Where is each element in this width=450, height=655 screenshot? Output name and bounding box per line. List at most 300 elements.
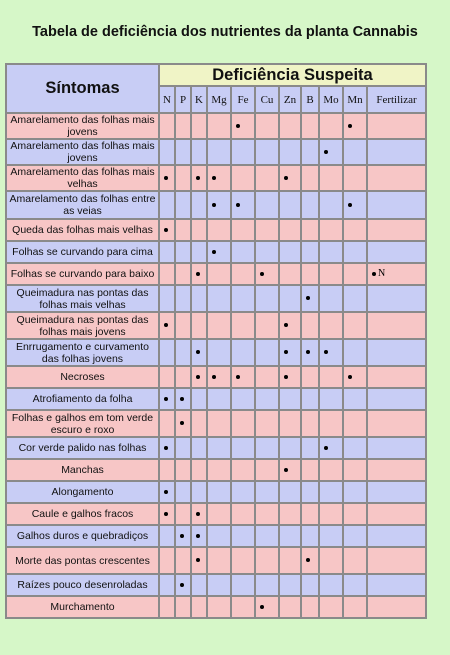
cell-mg [208, 526, 230, 546]
symptom-cell: Amarelamento das folhas mais velhas [7, 166, 158, 190]
cell-b [302, 482, 318, 502]
cell-zn [280, 242, 300, 262]
cell-mn [344, 264, 366, 284]
mark-dot [196, 558, 200, 562]
cell-k [192, 504, 206, 524]
cell-mo [320, 482, 342, 502]
cell-cu [256, 264, 278, 284]
cell-mn [344, 286, 366, 311]
cell-cu [256, 313, 278, 338]
cell-k [192, 114, 206, 138]
cell-b [302, 438, 318, 458]
cell-mn [344, 504, 366, 524]
cell-zn [280, 526, 300, 546]
cell-mo [320, 575, 342, 595]
symptom-cell: Amarelamento das folhas entre as veias [7, 192, 158, 218]
cell-fe [232, 575, 254, 595]
cell-mo [320, 286, 342, 311]
cell-mg [208, 411, 230, 436]
cell-fe [232, 438, 254, 458]
cell-fertilizar [368, 367, 425, 387]
cell-k [192, 313, 206, 338]
cell-p [176, 411, 190, 436]
mark-dot [284, 375, 288, 379]
cell-fe [232, 220, 254, 240]
mark-dot [196, 350, 200, 354]
cell-k [192, 220, 206, 240]
cell-mo [320, 220, 342, 240]
cell-n [160, 140, 174, 164]
cell-mg [208, 114, 230, 138]
table-row [7, 548, 425, 573]
cell-fertilizar [368, 526, 425, 546]
nutrient-header-b: B [302, 87, 318, 112]
cell-mn [344, 389, 366, 409]
symptom-cell: Amarelamento das folhas mais jovens [7, 140, 158, 164]
mark-dot [306, 296, 310, 300]
table-body [7, 114, 425, 617]
cell-mn [344, 166, 366, 190]
mark-dot [306, 558, 310, 562]
nutrient-header-fertilizar: Fertilizar [368, 87, 425, 112]
mark-dot [164, 446, 168, 450]
cell-b [302, 192, 318, 218]
cell-zn [280, 367, 300, 387]
cell-cu [256, 192, 278, 218]
table-row [7, 597, 425, 617]
cell-fe [232, 140, 254, 164]
cell-fe [232, 504, 254, 524]
cell-p [176, 575, 190, 595]
cell-mg [208, 575, 230, 595]
cell-b [302, 575, 318, 595]
cell-p [176, 140, 190, 164]
mark-dot [324, 446, 328, 450]
cell-fertilizar [368, 313, 425, 338]
cell-cu [256, 411, 278, 436]
cell-p [176, 166, 190, 190]
cell-b [302, 114, 318, 138]
table-row [7, 504, 425, 524]
symptoms-header: Síntomas [7, 65, 158, 112]
cell-fe [232, 482, 254, 502]
cell-fertilizar [368, 192, 425, 218]
mark-dot [164, 512, 168, 516]
cell-k [192, 526, 206, 546]
cell-mn [344, 438, 366, 458]
cell-b [302, 411, 318, 436]
symptom-cell: Folhas se curvando para cima [7, 242, 158, 262]
cell-zn [280, 286, 300, 311]
cell-cu [256, 597, 278, 617]
cell-mg [208, 548, 230, 573]
cell-b [302, 389, 318, 409]
cell-cu [256, 286, 278, 311]
mark-dot [164, 490, 168, 494]
nutrient-header-mn: Mn [344, 87, 366, 112]
mark-dot [212, 250, 216, 254]
cell-mg [208, 597, 230, 617]
symptom-cell: Atrofiamento da folha [7, 389, 158, 409]
cell-k [192, 597, 206, 617]
symptom-cell: Folhas se curvando para baixo [7, 264, 158, 284]
nutrient-header-fe: Fe [232, 87, 254, 112]
cell-fertilizar [368, 389, 425, 409]
cell-mn [344, 242, 366, 262]
cell-mg [208, 340, 230, 365]
cell-b [302, 504, 318, 524]
cell-zn [280, 504, 300, 524]
deficiency-header: Deficiência Suspeita [160, 65, 425, 85]
cell-zn [280, 389, 300, 409]
nutrient-header-mo: Mo [320, 87, 342, 112]
table-row [7, 140, 425, 164]
cell-zn [280, 313, 300, 338]
cell-n [160, 367, 174, 387]
mark-dot [236, 375, 240, 379]
nutrient-header-p: P [176, 87, 190, 112]
symptom-cell: Galhos duros e quebradiços [7, 526, 158, 546]
cell-p [176, 286, 190, 311]
cell-mg [208, 438, 230, 458]
cell-k [192, 340, 206, 365]
cell-mg [208, 504, 230, 524]
mark-dot [212, 203, 216, 207]
cell-p [176, 438, 190, 458]
cell-n [160, 460, 174, 480]
mark-dot [196, 512, 200, 516]
symptom-cell: Amarelamento das folhas mais jovens [7, 114, 158, 138]
cell-fe [232, 313, 254, 338]
table-row [7, 264, 425, 284]
cell-b [302, 220, 318, 240]
cell-k [192, 367, 206, 387]
cell-mn [344, 140, 366, 164]
cell-fertilizar [368, 242, 425, 262]
symptom-cell: Queda das folhas mais velhas [7, 220, 158, 240]
nutrient-header-zn: Zn [280, 87, 300, 112]
cell-cu [256, 114, 278, 138]
mark-dot [348, 203, 352, 207]
cell-p [176, 340, 190, 365]
mark-dot [348, 124, 352, 128]
cell-zn [280, 192, 300, 218]
nutrient-header-k: K [192, 87, 206, 112]
cell-mn [344, 460, 366, 480]
cell-fe [232, 114, 254, 138]
table-row [7, 192, 425, 218]
mark-dot [180, 421, 184, 425]
deficiency-table [5, 63, 427, 619]
nutrient-header-mg: Mg [208, 87, 230, 112]
cell-zn [280, 548, 300, 573]
table-row [7, 242, 425, 262]
mark-dot [164, 176, 168, 180]
mark-dot [212, 176, 216, 180]
cell-p [176, 389, 190, 409]
symptom-cell: Cor verde palido nas folhas [7, 438, 158, 458]
cell-zn [280, 140, 300, 164]
cell-mg [208, 140, 230, 164]
cell-p [176, 482, 190, 502]
cell-p [176, 548, 190, 573]
cell-fertilizar [368, 220, 425, 240]
mark-dot [236, 124, 240, 128]
cell-fe [232, 460, 254, 480]
cell-n [160, 482, 174, 502]
cell-fe [232, 367, 254, 387]
symptom-cell: Caule e galhos fracos [7, 504, 158, 524]
cell-mn [344, 340, 366, 365]
cell-mg [208, 220, 230, 240]
cell-fertilizar [368, 166, 425, 190]
symptom-cell: Morte das pontas crescentes [7, 548, 158, 573]
page-title: Tabela de deficiência dos nutrientes da planta Cannabis [32, 24, 418, 40]
cell-mn [344, 597, 366, 617]
cell-mg [208, 482, 230, 502]
cell-b [302, 340, 318, 365]
cell-n [160, 411, 174, 436]
cell-fe [232, 166, 254, 190]
cell-b [302, 286, 318, 311]
cell-mg [208, 460, 230, 480]
cell-n [160, 242, 174, 262]
symptom-cell: Alongamento [7, 482, 158, 502]
cell-mo [320, 340, 342, 365]
cell-cu [256, 460, 278, 480]
symptom-cell: Queimadura nas pontas das folhas mais velhas [7, 286, 158, 311]
cell-p [176, 367, 190, 387]
cell-fertilizar [368, 548, 425, 573]
cell-mo [320, 504, 342, 524]
cell-fertilizar [368, 140, 425, 164]
cell-mg [208, 367, 230, 387]
table-row [7, 575, 425, 595]
cell-mn [344, 548, 366, 573]
cell-n [160, 313, 174, 338]
cell-zn [280, 114, 300, 138]
cell-p [176, 597, 190, 617]
mark-dot [212, 375, 216, 379]
cell-p [176, 242, 190, 262]
table-row [7, 340, 425, 365]
cell-cu [256, 166, 278, 190]
cell-n [160, 526, 174, 546]
cell-k [192, 264, 206, 284]
cell-fe [232, 242, 254, 262]
cell-n [160, 192, 174, 218]
cell-p [176, 313, 190, 338]
cell-mo [320, 166, 342, 190]
cell-k [192, 286, 206, 311]
cell-fe [232, 526, 254, 546]
fertilizer-note: N [378, 268, 386, 280]
mark-dot [284, 176, 288, 180]
cell-cu [256, 482, 278, 502]
cell-mn [344, 220, 366, 240]
cell-b [302, 526, 318, 546]
cell-cu [256, 140, 278, 164]
cell-zn [280, 264, 300, 284]
cell-zn [280, 597, 300, 617]
cell-fe [232, 411, 254, 436]
cell-mn [344, 526, 366, 546]
cell-cu [256, 438, 278, 458]
cell-p [176, 114, 190, 138]
cell-b [302, 313, 318, 338]
cell-mo [320, 460, 342, 480]
cell-cu [256, 504, 278, 524]
table-row [7, 286, 425, 311]
cell-mg [208, 313, 230, 338]
cell-n [160, 340, 174, 365]
cell-n [160, 220, 174, 240]
cell-zn [280, 220, 300, 240]
cell-mn [344, 575, 366, 595]
cell-cu [256, 220, 278, 240]
symptom-cell: Raízes pouco desenroladas [7, 575, 158, 595]
mark-dot [324, 150, 328, 154]
cell-zn [280, 482, 300, 502]
cell-mo [320, 140, 342, 164]
cell-fe [232, 286, 254, 311]
symptom-cell: Queimadura nas pontas das folhas mais jovens [7, 313, 158, 338]
cell-mn [344, 313, 366, 338]
cell-fertilizar [368, 114, 425, 138]
cell-zn [280, 340, 300, 365]
cell-zn [280, 460, 300, 480]
cell-b [302, 548, 318, 573]
cell-fe [232, 192, 254, 218]
cell-mg [208, 192, 230, 218]
cell-mn [344, 367, 366, 387]
cell-n [160, 438, 174, 458]
mark-dot [196, 534, 200, 538]
cell-p [176, 192, 190, 218]
cell-fe [232, 597, 254, 617]
cell-mo [320, 597, 342, 617]
cell-mo [320, 242, 342, 262]
cell-mo [320, 264, 342, 284]
cell-cu [256, 340, 278, 365]
cell-fertilizar [368, 264, 425, 284]
table-row [7, 166, 425, 190]
cell-n [160, 166, 174, 190]
cell-mn [344, 482, 366, 502]
cell-n [160, 575, 174, 595]
cell-b [302, 140, 318, 164]
mark-dot [196, 272, 200, 276]
cell-fertilizar [368, 340, 425, 365]
mark-dot [164, 397, 168, 401]
cell-n [160, 597, 174, 617]
cell-cu [256, 548, 278, 573]
cell-n [160, 286, 174, 311]
cell-fertilizar [368, 411, 425, 436]
table-row [7, 114, 425, 138]
cell-b [302, 367, 318, 387]
mark-dot [372, 272, 376, 276]
cell-cu [256, 242, 278, 262]
cell-k [192, 548, 206, 573]
cell-mn [344, 411, 366, 436]
cell-b [302, 460, 318, 480]
cell-mo [320, 548, 342, 573]
cell-k [192, 242, 206, 262]
cell-fertilizar [368, 482, 425, 502]
cell-n [160, 389, 174, 409]
cell-zn [280, 575, 300, 595]
symptom-cell: Manchas [7, 460, 158, 480]
cell-mo [320, 438, 342, 458]
cell-mg [208, 166, 230, 190]
cell-p [176, 460, 190, 480]
table-row [7, 313, 425, 338]
cell-k [192, 575, 206, 595]
mark-dot [180, 397, 184, 401]
cell-b [302, 264, 318, 284]
mark-dot [284, 323, 288, 327]
cell-k [192, 389, 206, 409]
cell-fe [232, 389, 254, 409]
cell-k [192, 192, 206, 218]
table-row [7, 411, 425, 436]
mark-dot [236, 203, 240, 207]
table-row [7, 526, 425, 546]
cell-n [160, 114, 174, 138]
cell-p [176, 504, 190, 524]
cell-mg [208, 389, 230, 409]
cell-mo [320, 389, 342, 409]
table-row [7, 460, 425, 480]
nutrient-header-n: N [160, 87, 174, 112]
cell-fertilizar [368, 504, 425, 524]
symptom-cell: Folhas e galhos em tom verde escuro e roxo [7, 411, 158, 436]
cell-cu [256, 367, 278, 387]
mark-dot [260, 272, 264, 276]
cell-mo [320, 367, 342, 387]
cell-n [160, 548, 174, 573]
cell-mo [320, 114, 342, 138]
mark-dot [164, 228, 168, 232]
cell-fertilizar [368, 597, 425, 617]
cell-zn [280, 411, 300, 436]
cell-b [302, 166, 318, 190]
cell-zn [280, 166, 300, 190]
mark-dot [284, 350, 288, 354]
mark-dot [324, 350, 328, 354]
mark-dot [180, 534, 184, 538]
mark-dot [164, 323, 168, 327]
mark-dot [348, 375, 352, 379]
cell-fertilizar [368, 286, 425, 311]
cell-k [192, 411, 206, 436]
table-row [7, 367, 425, 387]
cell-mg [208, 286, 230, 311]
cell-mo [320, 313, 342, 338]
cell-n [160, 264, 174, 284]
cell-n [160, 504, 174, 524]
cell-mg [208, 264, 230, 284]
table-row [7, 389, 425, 409]
symptom-cell: Enrrugamento e curvamento das folhas jovens [7, 340, 158, 365]
cell-mo [320, 411, 342, 436]
cell-fe [232, 264, 254, 284]
cell-fe [232, 548, 254, 573]
cell-mn [344, 114, 366, 138]
symptom-cell: Murchamento [7, 597, 158, 617]
mark-dot [306, 350, 310, 354]
